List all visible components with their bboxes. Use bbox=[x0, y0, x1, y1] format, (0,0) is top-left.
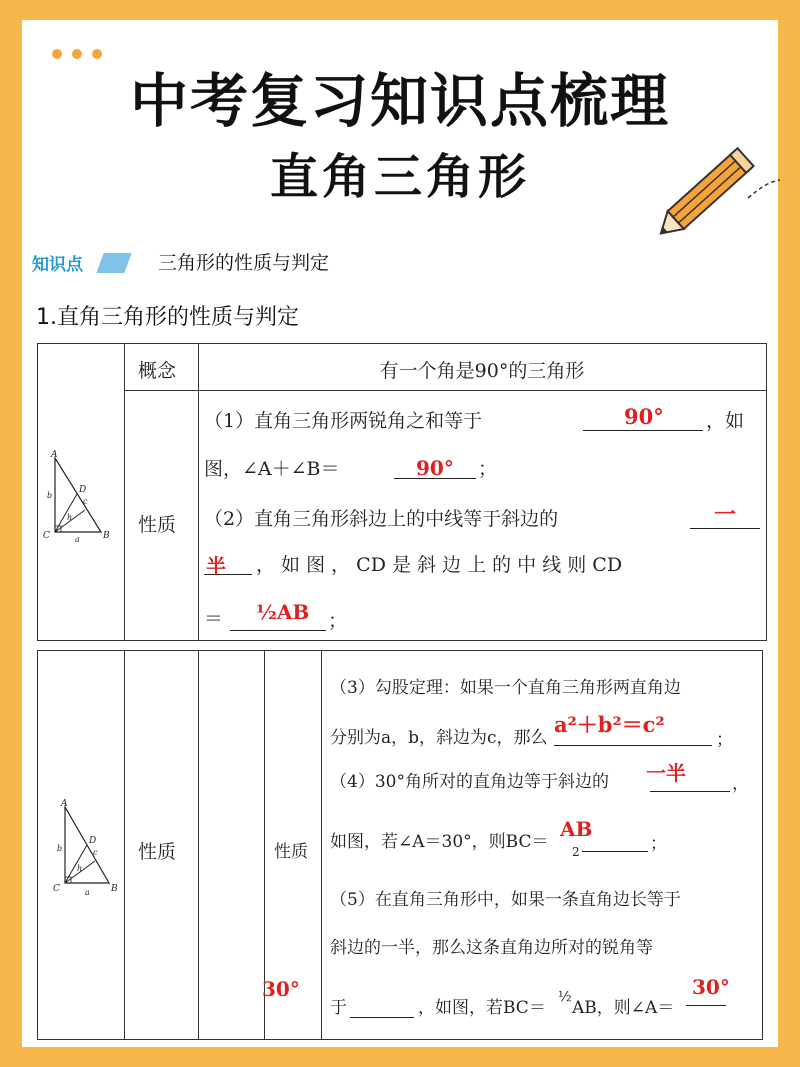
svg-text:b: b bbox=[57, 844, 63, 853]
p3-answer: a²＋b²＝c² bbox=[554, 712, 665, 737]
pencil-icon bbox=[648, 140, 788, 260]
p3-blank bbox=[554, 745, 712, 746]
svg-text:A: A bbox=[61, 799, 68, 809]
p3-text-b: 分别为a，b，斜边为c，那么 bbox=[330, 728, 548, 748]
section-title: 1.直角三角形的性质与判定 bbox=[36, 305, 299, 330]
right-triangle-figure-2 bbox=[43, 799, 121, 899]
svg-text:D: D bbox=[89, 836, 97, 846]
p5-answer: 30° bbox=[692, 975, 730, 999]
p4-text-c: 如图，若∠A＝30°，则BC＝ bbox=[330, 832, 549, 852]
knowledge-title: 三角形的性质与判定 bbox=[158, 252, 330, 274]
p1-text-b: ，如 bbox=[706, 410, 745, 432]
properties-table-2 bbox=[37, 650, 763, 1040]
p1-text-c: 图，∠A＋∠B＝ bbox=[204, 458, 340, 480]
p2-text-a: （2）直角三角形斜边上的中线等于斜边的 bbox=[204, 508, 559, 530]
svg-text:A: A bbox=[51, 450, 58, 460]
p5-fraction: ½ bbox=[558, 989, 572, 1005]
p2-answer-part2: 半 bbox=[206, 554, 226, 578]
svg-text:B: B bbox=[111, 884, 118, 894]
svg-text:h: h bbox=[77, 864, 83, 873]
concept-label: 概念 bbox=[138, 360, 177, 382]
p4-blank-1 bbox=[650, 791, 730, 792]
svg-text:a: a bbox=[75, 535, 80, 544]
page-title: 中考复习知识点梳理 bbox=[129, 67, 670, 135]
knowledge-label: 知识点 bbox=[32, 255, 83, 275]
svg-text:c: c bbox=[93, 848, 98, 857]
svg-text:c: c bbox=[83, 497, 88, 506]
svg-text:a: a bbox=[85, 888, 90, 897]
p2-text-d: ； bbox=[328, 610, 348, 632]
p3-text-c: ； bbox=[716, 730, 733, 750]
svg-text:b: b bbox=[47, 491, 53, 500]
p1-text-d: ； bbox=[478, 458, 498, 480]
property-sublabel: 性质 bbox=[274, 842, 308, 862]
p4-answer-den: 2 bbox=[572, 845, 580, 859]
p4-text-b: ， bbox=[732, 774, 749, 794]
property-label-2: 性质 bbox=[138, 841, 177, 863]
p5-text-d: ，如图，若BC＝ bbox=[418, 998, 546, 1018]
p2-answer-part1: 一 bbox=[714, 502, 737, 528]
svg-text:C: C bbox=[43, 531, 50, 541]
page-subtitle: 直角三角形 bbox=[269, 149, 530, 205]
p4-answer-1: 一半 bbox=[646, 761, 686, 785]
p3-text-a: （3）勾股定理：如果一个直角三角形两直角边 bbox=[330, 678, 681, 698]
p2-text-c: ＝ bbox=[204, 608, 224, 630]
svg-text:B: B bbox=[103, 531, 110, 541]
side-answer-30: 30° bbox=[262, 977, 300, 1001]
p2-blank-2 bbox=[230, 630, 326, 631]
p5-text-a: （5）在直角三角形中，如果一条直角边长等于 bbox=[330, 890, 681, 910]
p4-answer-2: AB bbox=[560, 817, 593, 841]
p4-blank-2 bbox=[582, 851, 648, 852]
p2-text-b: ， 如 图 ， CD 是 斜 边 上 的 中 线 则 CD bbox=[256, 554, 623, 576]
p4-text-a: （4）30°角所对的直角边等于斜边的 bbox=[330, 772, 609, 792]
svg-text:C: C bbox=[53, 884, 60, 894]
p1-text-a: （1）直角三角形两锐角之和等于 bbox=[204, 410, 483, 432]
right-triangle-figure bbox=[43, 448, 121, 548]
p1-answer-2: 90° bbox=[416, 456, 454, 480]
p5-blank-1 bbox=[350, 1017, 414, 1018]
p4-text-d: ； bbox=[650, 834, 667, 854]
svg-text:D: D bbox=[79, 485, 87, 495]
p5-text-c: 于 bbox=[330, 998, 347, 1018]
p5-text-e: AB，则∠A＝ bbox=[572, 998, 675, 1018]
p2-answer: ½AB bbox=[256, 600, 310, 624]
p1-blank-1 bbox=[583, 430, 703, 431]
concept-text: 有一个角是90°的三角形 bbox=[379, 360, 585, 382]
properties-table-1 bbox=[37, 343, 767, 641]
p5-blank-2 bbox=[686, 1005, 726, 1006]
svg-text:h: h bbox=[67, 513, 73, 522]
p1-answer-1: 90° bbox=[624, 404, 664, 429]
property-label: 性质 bbox=[138, 514, 177, 536]
p5-text-b: 斜边的一半，那么这条直角边所对的锐角等 bbox=[330, 938, 653, 958]
